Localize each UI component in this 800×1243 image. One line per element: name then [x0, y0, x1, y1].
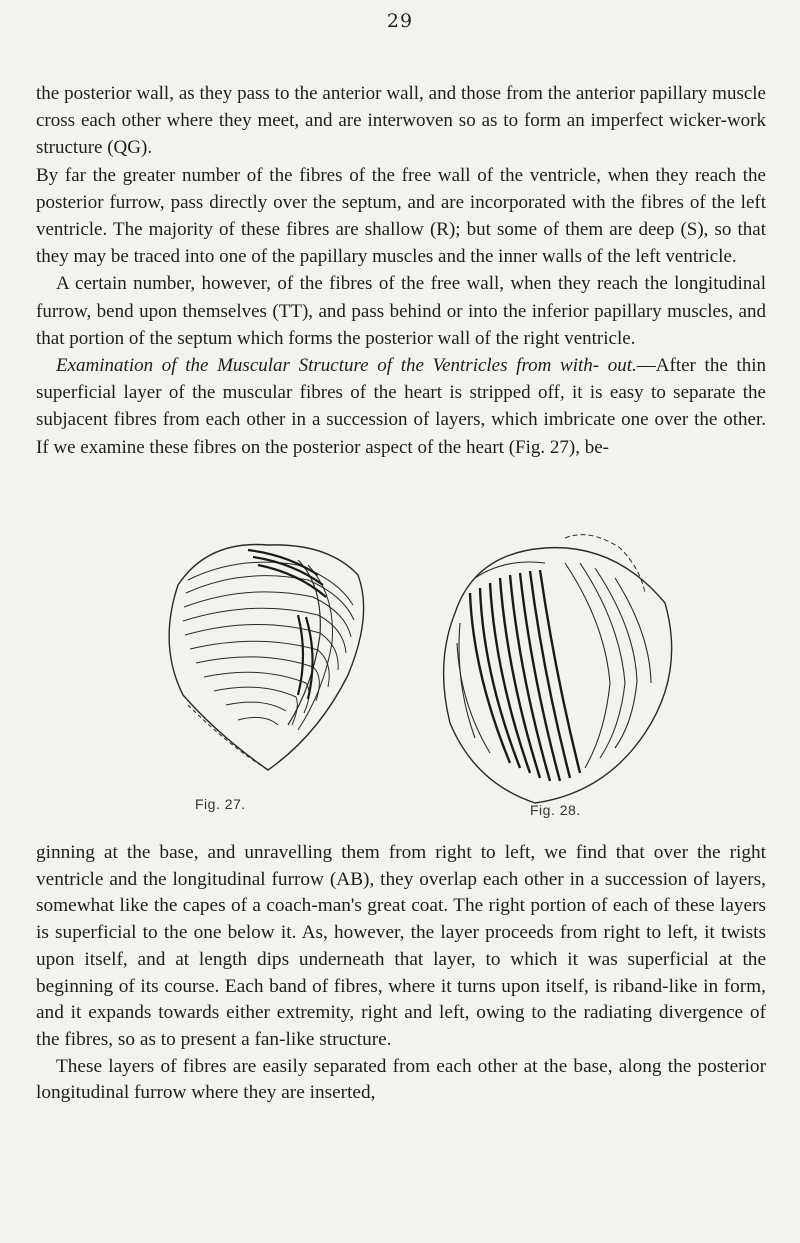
- figure-27-illustration: [148, 525, 378, 780]
- paragraph-text: —After the thin superficial layer of the muscular fibres of the heart is stripped off, it is easy to separate the subjacent fibres from each other in a succession of layers, which imbricate one over the other. If we examine these fibres on the posterior aspect of the heart (Fig. 27), be-: [36, 355, 766, 458]
- page-number: 29: [386, 10, 414, 32]
- paragraph: ginning at the base, and unravelling them from right to left, we find that over the right ventricle and the longitudinal furrow (AB), they overlap each other in a succession of layers, somewhat like the capes of a coach-man's great coat. The right portion of each of these layers is superficial to the one below it. As, however, the layer proceeds from right to left, it twists upon itself, and at length dips underneath that layer, to which it was superficial at the beginning of its course. Each band of fibres, where it turns upon itself, is riband-like in form, and it expands towards either extremity, right and left, owing to the radiating divergence of the fibres, so as to present a fan-like structure.: [36, 842, 766, 1050]
- paragraph: [36, 352, 766, 461]
- figure-28-caption: Fig. 28.: [530, 802, 581, 818]
- bottom-text-block: [36, 840, 766, 1107]
- paragraph: A certain number, however, of the fibres of the free wall, when they reach the longitudinal furrow, bend upon themselves (TT), and pass behind or into the inferior papillary muscles, and that portion of the septum which forms the posterior wall of the right ventricle.: [36, 273, 766, 349]
- paragraph: the posterior wall, as they pass to the anterior wall, and those from the anterior papillary muscle cross each other where they meet, and are interwoven so as to form an imperfect wicker-work structure (QG).: [36, 83, 766, 159]
- section-heading: Examination of the Muscular Structure of the Ventricles from with- out.: [56, 355, 637, 377]
- figure-28-illustration: [415, 523, 695, 813]
- top-text-block: [36, 80, 766, 461]
- paragraph: These layers of fibres are easily separated from each other at the base, along the posterior longitudinal furrow where they are inserted,: [36, 1055, 766, 1104]
- paragraph: By far the greater number of the fibres of the free wall of the ventricle, when they reach the posterior furrow, pass directly over the septum, and are incorporated with the fibres of the left ventricle. The majority of these fibres are shallow (R); but some of them are deep (S), so that they may be traced into one of the papillary muscles and the inner walls of the left ventricle.: [36, 164, 766, 268]
- figure-27-caption: Fig. 27.: [195, 796, 246, 812]
